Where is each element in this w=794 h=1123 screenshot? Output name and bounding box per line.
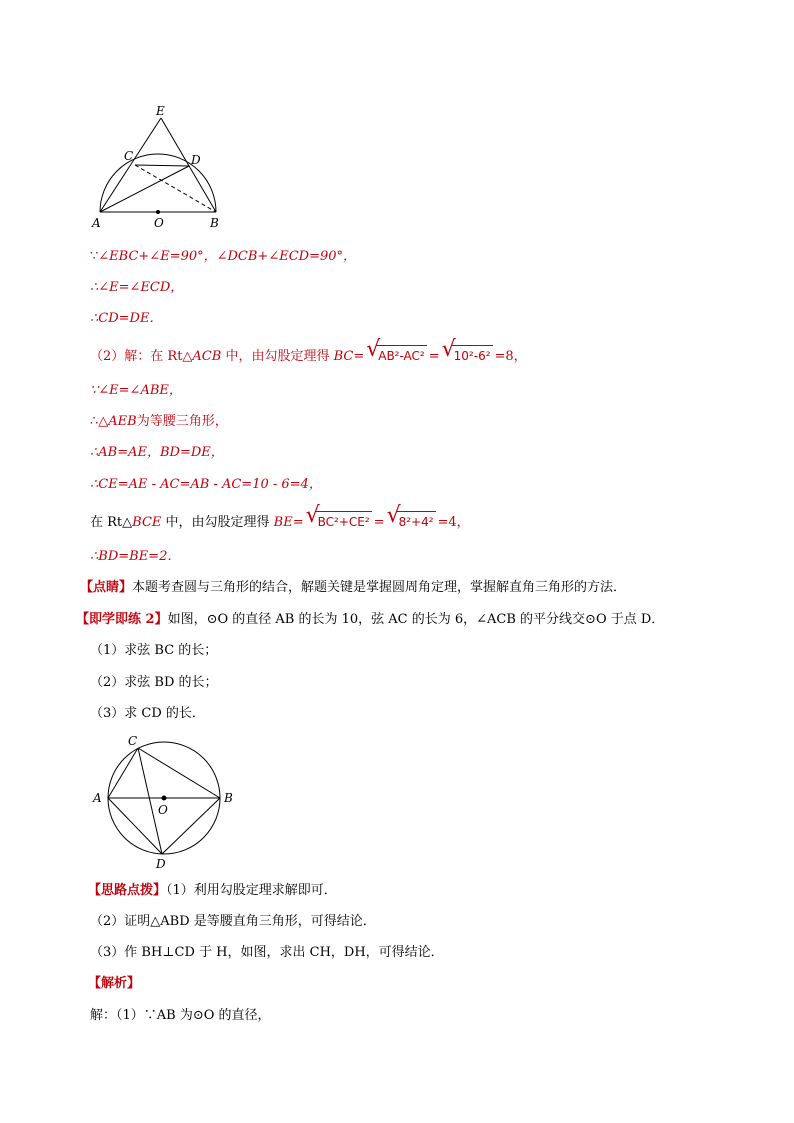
label-b: B <box>224 791 233 805</box>
sqrt-ab-ac: √ AB²-AC² <box>366 345 427 366</box>
segment-ad <box>100 166 189 212</box>
eq-sign: = <box>353 349 365 364</box>
center-o-dot <box>162 796 167 801</box>
figure-circle-quadrilateral <box>88 730 248 872</box>
chord-bd <box>162 798 220 854</box>
radicand-ab-ac: AB²-AC² <box>376 345 427 366</box>
hint-tag: 【思路点拨】 <box>88 883 167 898</box>
line-bd-eq-be: ∴BD=BE=2． <box>90 549 181 564</box>
note-dianjing <box>80 578 626 598</box>
angles-text: ∠EBC+∠E=90°，∠DCB+∠ECD=90°， <box>98 249 357 264</box>
be-result: =4， <box>437 515 470 530</box>
part2-mid: 中，由勾股定理得 <box>221 349 334 364</box>
solution-line-1: 解：（1）∵AB 为⊙O 的直径， <box>90 1008 271 1023</box>
line-be-calc <box>90 503 470 533</box>
bc-symbol: BC <box>333 349 354 364</box>
chord-cd <box>138 748 162 854</box>
radicand-10-6: 10²-6² <box>452 345 493 366</box>
label-c: C <box>128 734 138 748</box>
sqrt-8-4: √ 8²+4² <box>387 511 436 532</box>
center-o-dot <box>156 210 160 214</box>
result-8: =8， <box>494 349 527 364</box>
label-d: D <box>191 153 201 167</box>
hint-3: （3）作 BH⊥CD 于 H，如图，求出 CH，DH，可得结论． <box>90 945 444 960</box>
question-2: （2）求弦 BD 的长； <box>90 675 218 690</box>
exercise-text: 如图，⊙O 的直径 AB 的长为 10，弦 AC 的长为 6，∠ACB 的平分线交⊙O 于点 D． <box>167 612 665 627</box>
segment-cd <box>135 165 189 166</box>
figure-semicircle-triangle <box>88 100 248 235</box>
part2-prefix: （2）解：在 Rt△ <box>90 349 193 364</box>
sqrt-bc-ce: √ BC²+CE² <box>306 511 372 532</box>
label-o: O <box>154 216 164 230</box>
triangle-acb: ACB <box>192 349 222 364</box>
hint-2: （2）证明△ABD 是等腰直角三角形，可得结论． <box>90 914 376 929</box>
triangle-aeb: AEB <box>108 414 137 429</box>
because-symbol: ∵ <box>90 249 99 264</box>
question-1: （1）求弦 BC 的长； <box>90 643 218 658</box>
label-o: O <box>158 803 168 817</box>
line-ce-calc: ∴CE=AE - AC=AB - AC=10 - 6=4， <box>90 477 322 492</box>
line-angle-e-eq-ecd: ∴∠E=∠ECD， <box>90 280 184 295</box>
segment-cb-dashed <box>135 165 216 212</box>
chord-ac <box>108 748 138 798</box>
exercise-tag: 【即学即练 2】 <box>76 612 168 627</box>
label-a: A <box>92 216 101 230</box>
line-angle-e-eq-abe: ∵∠E=∠ABE， <box>90 383 182 398</box>
eq-sign-2: = <box>428 349 440 364</box>
hint-1: （1）利用勾股定理求解即可． <box>166 883 337 898</box>
be-eq-sign-2: = <box>373 515 385 530</box>
isosceles-text: 为等腰三角形， <box>136 414 228 429</box>
chord-cb <box>138 748 220 798</box>
hint-line <box>88 881 337 901</box>
line-part2-bc <box>90 337 527 367</box>
label-b: B <box>210 216 219 230</box>
label-e: E <box>156 104 165 118</box>
segment-be <box>161 118 216 212</box>
line-ab-eq-ae: ∴AB=AE，BD=DE， <box>90 445 224 460</box>
be-symbol: BE <box>273 515 293 530</box>
sqrt-10-6: √ 10²-6² <box>442 345 493 366</box>
note-tag: 【点睛】 <box>80 580 133 595</box>
radicand-bc-ce: BC²+CE² <box>316 511 372 532</box>
analysis-tag: 【解析】 <box>88 976 141 991</box>
question-3: （3）求 CD 的长． <box>90 706 205 721</box>
triangle-bce: BCE <box>132 515 162 530</box>
label-d: D <box>156 857 166 871</box>
be-mid: 中，由勾股定理得 <box>161 515 274 530</box>
exercise-2 <box>76 610 664 630</box>
radicand-8-4: 8²+4² <box>397 511 436 532</box>
be-prefix: 在 Rt△ <box>90 515 133 530</box>
therefore-triangle: ∴△ <box>90 414 109 429</box>
be-eq-sign: = <box>292 515 304 530</box>
line-isosceles <box>90 412 228 432</box>
line-because-angles <box>90 247 356 267</box>
note-text: 本题考查圆与三角形的结合，解题关键是掌握圆周角定理，掌握解直角三角形的方法． <box>132 580 627 595</box>
label-c: C <box>124 149 134 163</box>
line-cd-eq-de: ∴CD=DE． <box>90 311 163 326</box>
label-a: A <box>93 791 102 805</box>
